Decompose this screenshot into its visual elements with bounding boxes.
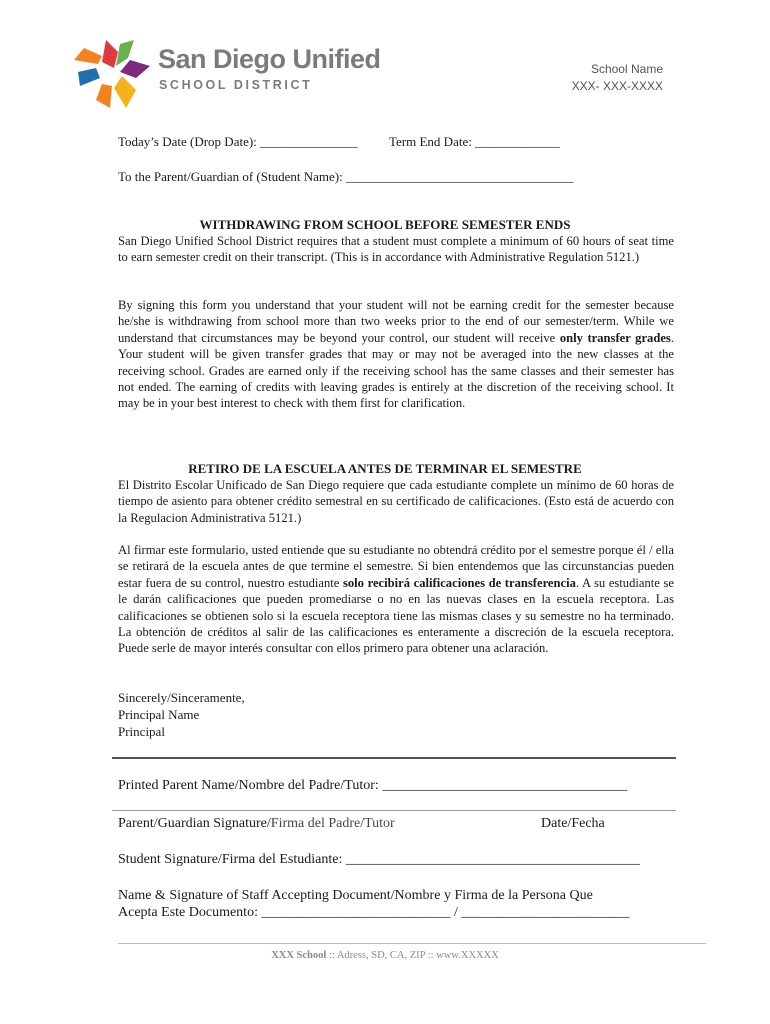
student-name-field[interactable]: To the Parent/Guardian of (Student Name): ___________________________________ (118, 169, 574, 184)
printed-parent-name-field[interactable]: Printed Parent Name/Nombre del Padre/Tutor: ___________________________________ (118, 778, 628, 793)
staff-signature-field[interactable]: Acepta Este Documento: ___________________________ / ________________________ (118, 905, 630, 920)
footer-rule (118, 943, 706, 944)
footer-school: XXX School (271, 950, 327, 961)
english-bold-phrase: only transfer grades (559, 330, 671, 345)
signature-rule-1 (112, 810, 676, 811)
term-end-date-field[interactable]: Term End Date: _____________ (389, 134, 560, 149)
school-phone: XXX- XXX-XXXX (571, 79, 663, 93)
english-paragraph-2: By signing this form you understand that your student will not be earning credit for the semester because he/she is withdrawing from school more than two weeks prior to the end of our semester/term. While we understand that circumstances may be beyond your control, our student will receive only transfer grades. Your student will be given transfer grades that may or may not be averaged into the new classes at the receiving school. Grades are earned only if the receiving school has the same classes and their semester has not ended. The earning of credits with leaving grades is entirely at the discretion of the receiving school. It may be in your best interest to check with them first for clarification. (118, 298, 674, 411)
spanish-heading: RETIRO DE LA ESCUELA ANTES DE TERMINAR EL SEMESTRE (188, 461, 582, 476)
closing-principal-title: Principal (118, 724, 165, 739)
logo-title: San Diego Unified (158, 44, 381, 74)
logo-subtitle: SCHOOL DISTRICT (159, 78, 313, 92)
footer-address: XXX School :: Adress, SD, CA, ZIP :: www.XXXXX (271, 950, 499, 961)
school-contact (572, 61, 663, 95)
spanish-bold-phrase: solo recibirá calificaciones de transferencia (342, 575, 576, 590)
staff-signature-label: Name & Signature of Staff Accepting Document/Nombre y Firma de la Persona Que (118, 888, 593, 903)
student-signature-field[interactable]: Student Signature/Firma del Estudiante: __________________________________________ (118, 852, 640, 867)
school-name: School Name (590, 62, 663, 76)
closing-principal-name: Principal Name (118, 707, 200, 722)
signature-divider (112, 757, 676, 759)
english-paragraph-1: San Diego Unified School District requires that a student must complete a minimum of 60 hours of seat time to earn semester credit on their transcript. (This is in accordance with Administrative Regulation 5121.) (118, 234, 674, 265)
closing-sincerely: Sincerely/Sinceramente, (118, 690, 245, 705)
drop-date-field[interactable]: Today’s Date (Drop Date): _______________ (118, 134, 358, 149)
spanish-paragraph-1: El Distrito Escolar Unificado de San Diego requiere que cada estudiante complete un mínimo de 60 horas de tiempo de asiento para obtener crédito semestral en su certificado de calificaciones. (Esto está de acuerdo con la Regulacion Administrativa 5121.) (118, 478, 674, 525)
spanish-paragraph-2: Al firmar este formulario, usted entiende que su estudiante no obtendrá crédito por el semestre porque él / ella se retirará de la escuela antes de que termine el semestre. Si bien entendemos que las circunstancias pueden estar fuera de su control, nuestro estudiante solo recibirá calificaciones de transferencia. A su estudiante se le darán calificaciones que pueden promediarse o no en las nuevas clases en la escuela receptora. Las calificaciones se obtienen solo si la escuela receptora tiene las mismas clases y su semestre no ha terminado. La obtención de créditos al salir de las calificaciones es enteramente a discreción de la escuela receptora. Puede serle de mayor interés consultar con ellos primero para obtener una aclaración. (118, 543, 674, 656)
signature-date-label: Date/Fecha (541, 816, 605, 831)
english-heading: WITHDRAWING FROM SCHOOL BEFORE SEMESTER ENDS (199, 217, 571, 232)
district-logo-icon (70, 38, 154, 112)
parent-signature-field[interactable]: Parent/Guardian Signature/Firma del Padre/Tutor (118, 816, 395, 831)
